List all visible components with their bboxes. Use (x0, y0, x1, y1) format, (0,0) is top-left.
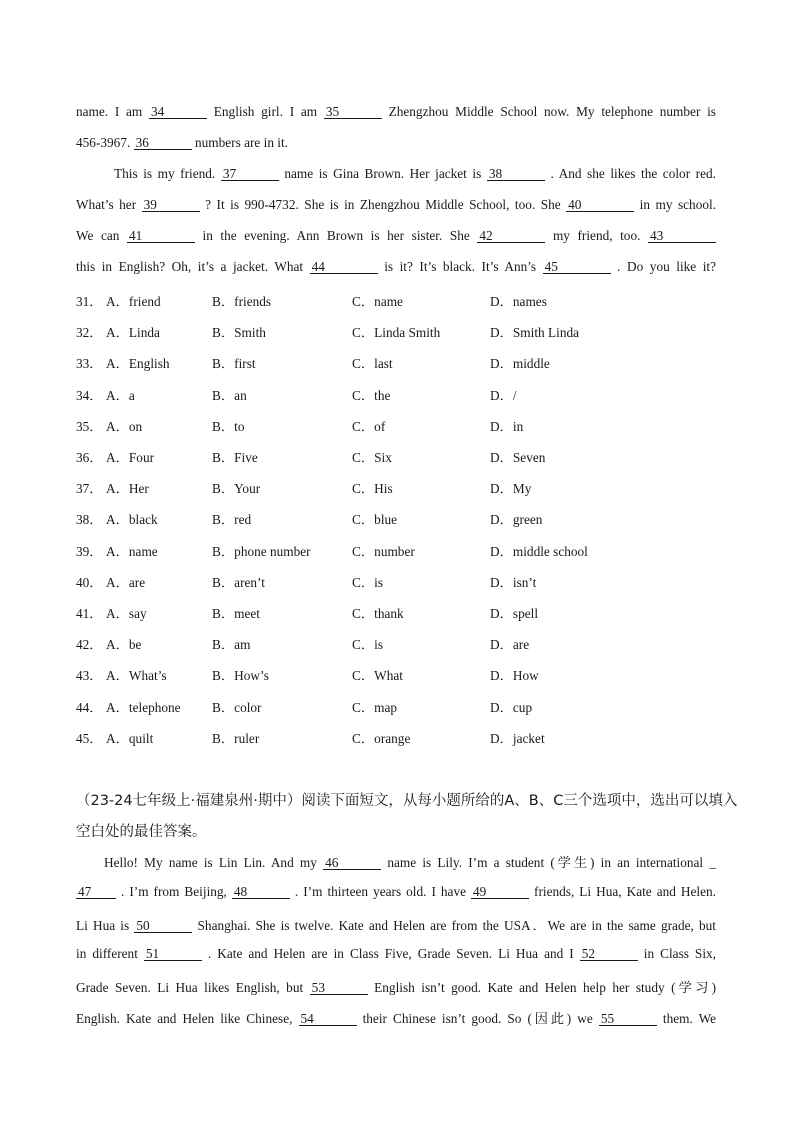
option-c: C．number (352, 543, 415, 559)
option-c: C．name (352, 294, 403, 309)
text: English girl. I am (213, 104, 318, 119)
option-a: A．What’s (106, 668, 167, 684)
option-b: B．How’s (212, 668, 269, 684)
option-d: D．cup (490, 699, 533, 715)
option-a: A．friend (106, 294, 161, 309)
option-a: A．are (106, 574, 146, 590)
option-a: A．name (106, 543, 158, 559)
option-b: B．first (212, 356, 256, 372)
question-number: 45． (76, 730, 103, 746)
text: . I’m from Beijing, (121, 884, 227, 899)
blank-46: 46 (323, 856, 381, 870)
passage2-line-2 (76, 884, 716, 900)
text: English. Kate and Helen like Chinese, (76, 1011, 293, 1026)
option-b: B．phone number (212, 543, 311, 559)
option-d: D．Smith Linda (490, 325, 580, 341)
option-a: A．telephone (106, 699, 181, 715)
text: in the evening. Ann Brown is her sister. She (202, 228, 470, 243)
text: their Chinese isn’t good. So (因此) we (362, 1011, 593, 1026)
text: _ (709, 855, 716, 870)
text: ? It is 990-4732. She is in Zhengzhou Middle School, too. She (205, 197, 561, 212)
option-d: D．spell (490, 606, 539, 621)
option-a: A．English (106, 356, 170, 372)
blank-51: 51 (144, 947, 202, 961)
option-a: A．Four (106, 450, 155, 465)
question-number: 44． (76, 699, 103, 715)
blank-34: 34 (149, 105, 207, 119)
option-d: D．middle school (490, 543, 588, 559)
option-b: B．am (212, 637, 251, 653)
option-a: A．Linda (106, 325, 160, 341)
blank-53: 53 (310, 981, 368, 995)
question-number: 33． (76, 356, 103, 372)
blank-42: 42 (477, 229, 545, 243)
text: name. I am (76, 104, 143, 119)
option-b: B．aren’t (212, 574, 265, 590)
option-b: B．Your (212, 481, 261, 497)
passage1-line-5 (76, 228, 716, 244)
text: numbers are in it. (194, 135, 289, 150)
option-a: A．a (106, 387, 135, 403)
option-d: D．isn’t (490, 574, 537, 590)
text: them. We (662, 1011, 717, 1026)
text: name is Gina Brown. Her jacket is (284, 166, 482, 181)
blank-50: 50 (134, 919, 192, 933)
text: English isn’t good. Kate and Helen help her study (学习) (374, 980, 717, 995)
option-a: A．black (106, 512, 158, 528)
option-b: B．to (212, 418, 245, 434)
text: What’s her (76, 197, 137, 212)
option-c: C．blue (352, 512, 398, 528)
option-c: C．is (352, 637, 384, 653)
option-a: A．quilt (106, 730, 154, 746)
option-c: C．orange (352, 730, 411, 746)
option-c: C．map (352, 699, 398, 715)
option-b: B．color (212, 699, 262, 715)
question-number: 36． (76, 450, 103, 465)
option-c: C．of (352, 418, 386, 434)
blank-54: 54 (299, 1012, 357, 1026)
option-a: A．say (106, 606, 147, 621)
blank-38: 38 (487, 167, 545, 181)
blank-35: 35 (324, 105, 382, 119)
text: my friend, too. (552, 228, 641, 243)
blank-47: 47 (76, 885, 116, 899)
option-c: C．What (352, 668, 403, 684)
text: Hello! My name is Lin Lin. And my (104, 855, 317, 870)
passage2-line-5 (76, 977, 716, 996)
blank-41: 41 (127, 229, 195, 243)
section-heading-cont: 空白处的最佳答案。 (76, 824, 207, 840)
blank-55: 55 (599, 1012, 657, 1026)
text: in Class Six, (643, 946, 716, 961)
option-d: D．jacket (490, 730, 545, 746)
blank-45: 45 (543, 260, 611, 274)
text: is it? It’s black. It’s Ann’s (384, 259, 537, 274)
option-b: B．an (212, 387, 247, 403)
option-a: A．on (106, 418, 143, 434)
option-b: B．Smith (212, 325, 266, 341)
text: . Kate and Helen are in Class Five, Grade Seven. Li Hua and I (207, 946, 574, 961)
question-number: 42． (76, 637, 103, 653)
option-c: C．thank (352, 606, 404, 621)
text: Grade Seven. Li Hua likes English, but (76, 980, 304, 995)
text: friends, Li Hua, Kate and Helen. (534, 884, 717, 899)
option-d: D．green (490, 512, 543, 528)
text: This is my friend. (114, 166, 216, 181)
text: We can (76, 228, 120, 243)
question-number: 38． (76, 512, 103, 528)
passage2-line-3 (76, 915, 716, 934)
option-b: B．Five (212, 450, 258, 465)
question-number: 41． (76, 606, 103, 621)
question-number: 39． (76, 543, 103, 559)
blank-48: 48 (232, 885, 290, 899)
blank-40: 40 (566, 198, 634, 212)
option-c: C．last (352, 356, 393, 372)
blank-49: 49 (471, 885, 529, 899)
option-d: D．Seven (490, 450, 546, 465)
text: . Do you like it? (617, 259, 717, 274)
option-d: D．How (490, 668, 539, 684)
text: in my school. (639, 197, 717, 212)
option-c: C．Six (352, 450, 392, 465)
question-number: 40． (76, 574, 103, 590)
option-c: C．is (352, 574, 384, 590)
question-number: 43． (76, 668, 103, 684)
question-number: 32． (76, 325, 103, 341)
option-d: D．My (490, 481, 532, 497)
option-d: D．middle (490, 356, 550, 372)
question-number: 31． (76, 294, 103, 309)
blank-37: 37 (221, 167, 279, 181)
question-number: 34． (76, 387, 103, 403)
option-c: C．His (352, 481, 393, 497)
text: . And she likes the color red. (550, 166, 716, 181)
option-d: D．/ (490, 387, 517, 403)
option-a: A．Her (106, 481, 149, 497)
text: . I’m thirteen years old. I have (294, 884, 467, 899)
option-d: D．in (490, 418, 524, 434)
option-c: C．Linda Smith (352, 325, 441, 341)
option-b: B．red (212, 512, 252, 528)
section-heading: （23-24七年级上·福建泉州·期中）阅读下面短文，从每小题所给的A、B、C三个选项中，选出可以填入 (76, 793, 738, 809)
option-d: D．names (490, 294, 547, 309)
question-number: 37． (76, 481, 103, 497)
passage2-line-6 (76, 1008, 716, 1027)
text: Li Hua is (76, 918, 130, 933)
option-c: C．the (352, 387, 391, 403)
option-a: A．be (106, 637, 142, 653)
option-b: B．ruler (212, 730, 260, 746)
blank-52: 52 (580, 947, 638, 961)
blank-36: 36 (134, 136, 192, 150)
text: Zhengzhou Middle School now. My telephone number is (388, 104, 716, 119)
text: Shanghai. She is twelve. Kate and Helen are from the USA．We are in the same grade, but (197, 918, 716, 933)
text: in different (76, 946, 138, 961)
passage2-line-1 (104, 852, 716, 871)
text: name is Lily. I’m a student (学生) in an international (387, 855, 704, 870)
passage1-line-1 (76, 104, 716, 120)
option-d: D．are (490, 637, 530, 653)
text: 456-3967. (76, 135, 131, 150)
blank-43: 43 (648, 229, 716, 243)
passage1-line-6 (76, 259, 716, 275)
passage1-line-3 (114, 166, 716, 182)
option-b: B．friends (212, 294, 272, 309)
blank-44: 44 (310, 260, 378, 274)
question-number: 35． (76, 418, 103, 434)
blank-39: 39 (142, 198, 200, 212)
option-b: B．meet (212, 606, 261, 621)
passage1-line-2 (76, 135, 716, 151)
passage1-line-4 (76, 197, 716, 213)
passage2-line-4 (76, 946, 716, 962)
text: this in English? Oh, it’s a jacket. What (76, 259, 304, 274)
